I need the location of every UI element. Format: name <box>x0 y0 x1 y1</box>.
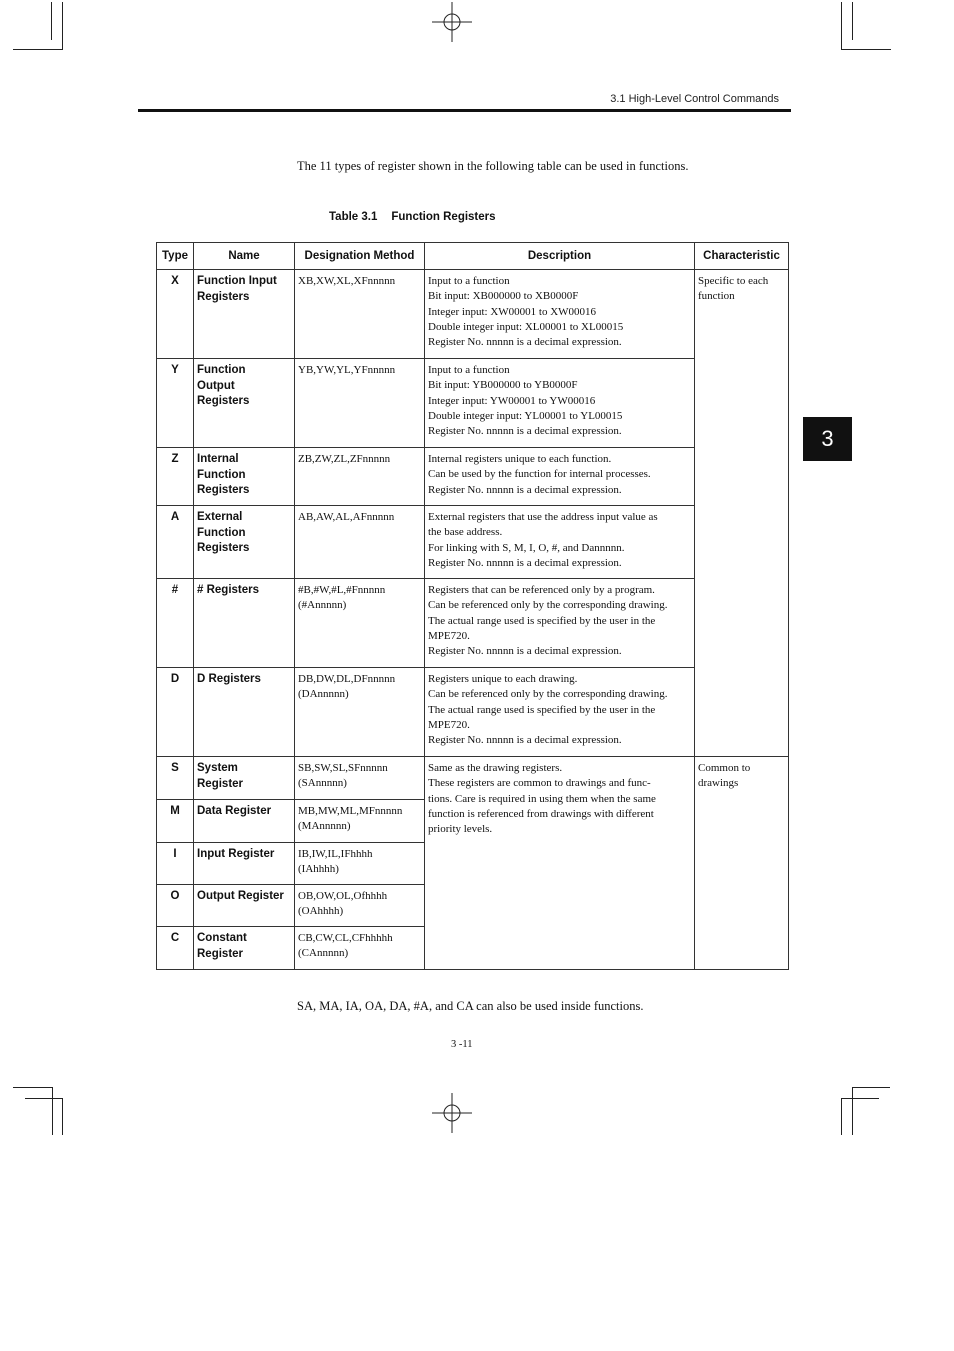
description-line: Register No. nnnnn is a decimal expression. <box>428 556 622 569</box>
type-cell: S <box>157 757 194 800</box>
col-header-type: Type <box>157 243 194 270</box>
designation-cell <box>295 506 425 579</box>
table-row <box>157 668 789 757</box>
characteristic-cell-common <box>695 757 789 970</box>
designation-cell <box>295 579 425 668</box>
description-line: function is referenced from drawings with different <box>428 807 654 820</box>
name-line: Registers <box>197 290 250 303</box>
name-line: Internal <box>197 453 239 465</box>
designation-line: CB,CW,CL,CFhhhhh <box>298 932 393 944</box>
designation-line: (SAnnnnn) <box>298 777 347 790</box>
description-line: MPE720. <box>428 629 470 642</box>
header-rule <box>138 109 791 112</box>
footer-note: SA, MA, IA, OA, DA, #A, and CA can also be used inside functions. <box>297 999 644 1013</box>
description-line: MPE720. <box>428 718 470 731</box>
name-line: Function <box>197 364 246 376</box>
type-cell: O <box>157 885 194 927</box>
designation-line: OB,OW,OL,Ofhhhh <box>298 890 388 902</box>
running-header: 3.1 High-Level Control Commands <box>610 93 779 105</box>
description-line: For linking with S, M, I, O, #, and Dannnnn. <box>428 541 625 554</box>
description-line: Bit input: XB000000 to XB0000F <box>428 290 579 303</box>
type-cell: C <box>157 927 194 970</box>
name-line: Input Register <box>197 848 275 860</box>
description-cell <box>425 448 695 506</box>
description-line: Can be used by the function for internal processes. <box>428 468 651 481</box>
type-cell: # <box>157 579 194 668</box>
name-cell <box>194 506 295 579</box>
description-line: External registers that use the address input value as <box>428 511 658 523</box>
function-registers-table <box>156 242 789 970</box>
description-line: Integer input: XW00001 to XW00016 <box>428 305 597 318</box>
description-line: Input to a function <box>428 275 510 287</box>
designation-cell <box>295 927 425 970</box>
description-line: Bit input: YB000000 to YB0000F <box>428 379 578 392</box>
table-row <box>157 506 789 579</box>
description-line: Register No. nnnnn is a decimal expression. <box>428 425 622 438</box>
description-line: Register No. nnnnn is a decimal expression. <box>428 734 622 747</box>
table-header-row <box>157 243 789 270</box>
name-line: Registers <box>197 484 250 496</box>
designation-line: IB,IW,IL,IFhhhh <box>298 848 373 860</box>
characteristic-line: Common to <box>698 762 751 774</box>
description-cell <box>425 359 695 448</box>
table-row <box>157 448 789 506</box>
name-cell <box>194 885 295 927</box>
name-line: Output <box>197 379 235 392</box>
designation-line: (MAnnnnn) <box>298 820 351 833</box>
type-cell: Y <box>157 359 194 448</box>
description-line: Same as the drawing registers. <box>428 762 563 774</box>
designation-line: XB,XW,XL,XFnnnnn <box>298 275 396 287</box>
description-cell-shared <box>425 757 695 970</box>
designation-cell <box>295 757 425 800</box>
description-line: Register No. nnnnn is a decimal expression. <box>428 483 622 496</box>
table-row <box>157 359 789 448</box>
registration-mark-bottom <box>432 1093 472 1133</box>
name-cell <box>194 668 295 757</box>
designation-line: AB,AW,AL,AFnnnnn <box>298 511 395 523</box>
col-header-designation: Designation Method <box>295 243 425 270</box>
name-line: D Registers <box>197 673 261 685</box>
name-line: Function <box>197 468 246 481</box>
type-cell: D <box>157 668 194 757</box>
type-cell: X <box>157 270 194 359</box>
description-cell <box>425 506 695 579</box>
description-cell <box>425 270 695 359</box>
description-line: tions. Care is required in using them when the same <box>428 792 656 805</box>
characteristic-line: drawings <box>698 777 739 790</box>
name-cell <box>194 359 295 448</box>
description-line: The actual range used is specified by the user in the <box>428 703 656 716</box>
description-line: Register No. nnnnn is a decimal expression. <box>428 645 622 658</box>
name-line: External <box>197 511 243 523</box>
table-row <box>157 757 789 800</box>
name-line: Function Input <box>197 275 277 287</box>
table-row <box>157 270 789 359</box>
type-cell: Z <box>157 448 194 506</box>
description-cell <box>425 579 695 668</box>
name-line: Registers <box>197 542 250 554</box>
name-cell <box>194 579 295 668</box>
description-line: Internal registers unique to each function. <box>428 453 612 465</box>
designation-line: (IAhhhh) <box>298 863 339 876</box>
name-cell <box>194 843 295 885</box>
description-line: Input to a function <box>428 364 510 376</box>
col-header-name: Name <box>194 243 295 270</box>
table-caption <box>329 211 496 223</box>
intro-paragraph: The 11 types of register shown in the following table can be used in functions. <box>297 159 689 173</box>
name-line: Function <box>197 526 246 539</box>
name-line: Register <box>197 947 244 960</box>
description-line: The actual range used is specified by the user in the <box>428 614 656 627</box>
designation-cell <box>295 359 425 448</box>
designation-cell <box>295 270 425 359</box>
designation-line: MB,MW,ML,MFnnnnn <box>298 805 403 817</box>
col-header-description: Description <box>425 243 695 270</box>
type-cell: I <box>157 843 194 885</box>
table-title: Function Registers <box>391 211 496 223</box>
designation-line: (DAnnnnn) <box>298 688 349 701</box>
characteristic-line: function <box>698 290 735 303</box>
description-line: Can be referenced only by the corresponding drawing. <box>428 599 668 612</box>
type-cell: A <box>157 506 194 579</box>
designation-line: (OAhhhh) <box>298 905 344 918</box>
description-line: priority levels. <box>428 823 493 836</box>
description-line: Double integer input: XL00001 to XL00015 <box>428 320 624 333</box>
name-cell <box>194 448 295 506</box>
description-line: These registers are common to drawings and func- <box>428 777 651 790</box>
description-line: the base address. <box>428 526 503 539</box>
name-line: # Registers <box>197 584 260 596</box>
name-line: Register <box>197 777 244 790</box>
name-line: Constant <box>197 932 247 944</box>
designation-line: DB,DW,DL,DFnnnnn <box>298 673 396 685</box>
name-cell <box>194 800 295 843</box>
col-header-characteristic: Characteristic <box>695 243 789 270</box>
name-line: Registers <box>197 395 250 407</box>
description-line: Register No. nnnnn is a decimal expression. <box>428 336 622 349</box>
name-line: Output Register <box>197 890 284 902</box>
description-cell <box>425 668 695 757</box>
description-line: Double integer input: YL00001 to YL00015 <box>428 409 623 422</box>
table-row <box>157 579 789 668</box>
name-cell <box>194 927 295 970</box>
designation-line: ZB,ZW,ZL,ZFnnnnn <box>298 453 391 465</box>
designation-cell <box>295 448 425 506</box>
chapter-tab: 3 <box>803 417 852 461</box>
designation-line: (CAnnnnn) <box>298 947 349 960</box>
designation-line: (#Annnnn) <box>298 599 347 612</box>
designation-line: YB,YW,YL,YFnnnnn <box>298 364 396 376</box>
description-line: Can be referenced only by the corresponding drawing. <box>428 688 668 701</box>
description-line: Registers unique to each drawing. <box>428 673 578 685</box>
description-line: Integer input: YW00001 to YW00016 <box>428 394 596 407</box>
designation-line: #B,#W,#L,#Fnnnnn <box>298 584 386 596</box>
registration-mark-top <box>432 2 472 42</box>
designation-cell <box>295 800 425 843</box>
name-cell <box>194 270 295 359</box>
designation-cell <box>295 843 425 885</box>
name-line: System <box>197 762 238 774</box>
name-cell <box>194 757 295 800</box>
designation-cell <box>295 885 425 927</box>
description-line: Registers that can be referenced only by a program. <box>428 584 655 596</box>
type-cell: M <box>157 800 194 843</box>
page-number: 3 -11 <box>451 1039 473 1050</box>
table-number: Table 3.1 <box>329 211 378 223</box>
name-line: Data Register <box>197 805 272 817</box>
designation-cell <box>295 668 425 757</box>
characteristic-cell-specific <box>695 270 789 757</box>
characteristic-line: Specific to each <box>698 275 769 287</box>
designation-line: SB,SW,SL,SFnnnnn <box>298 762 388 774</box>
